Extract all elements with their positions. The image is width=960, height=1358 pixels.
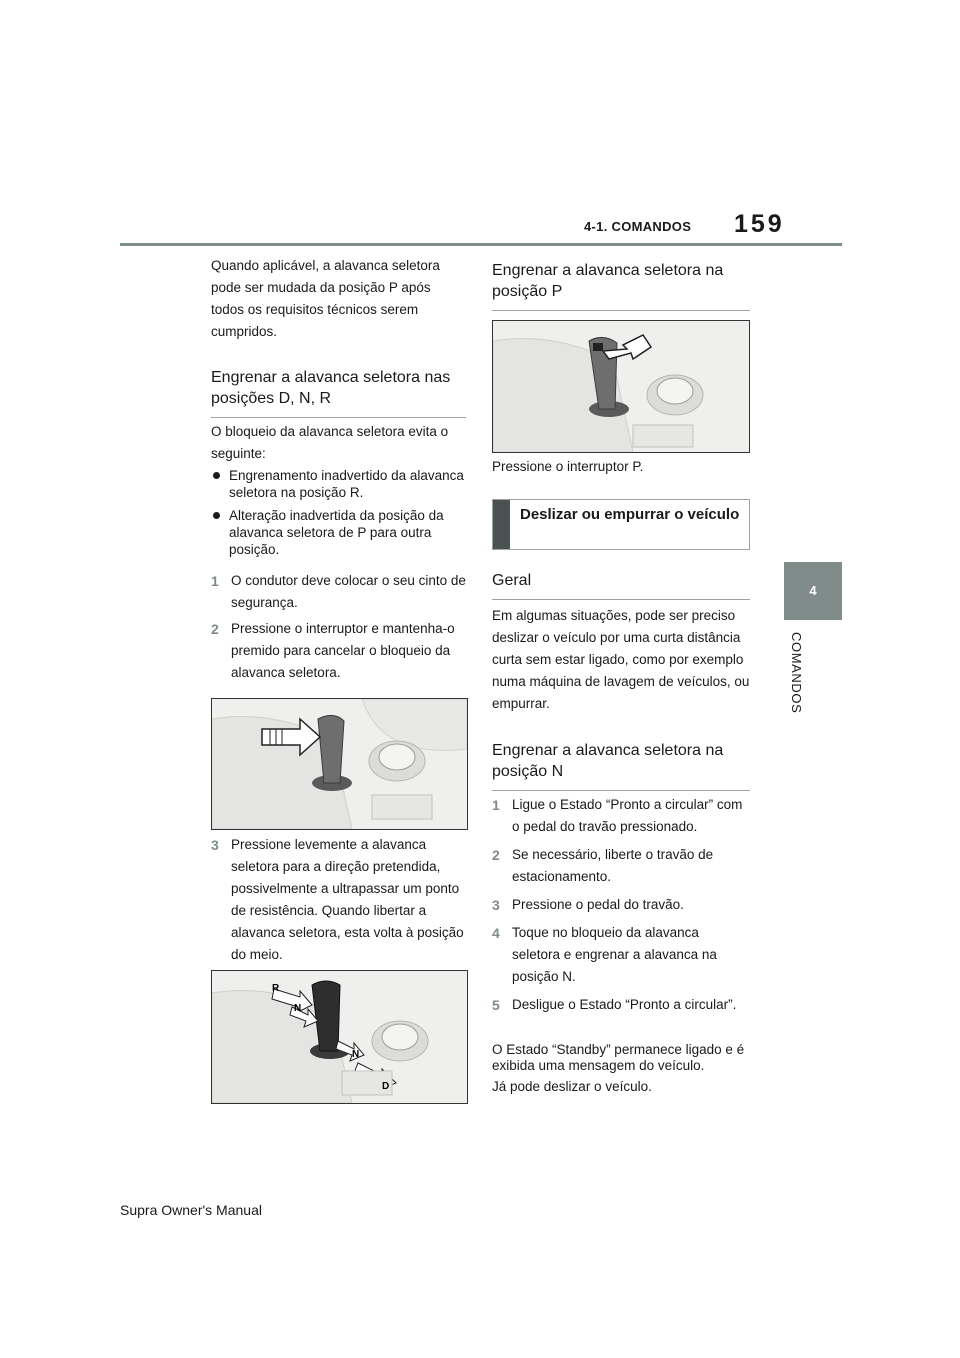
step-list-left-a: [211, 570, 466, 684]
step-item: 2 Pressione o interruptor e mantenha-o premido para cancelar o bloqueio da alavanca seletora.: [211, 621, 455, 680]
step-item: 3 Pressione o pedal do travão.: [492, 897, 684, 913]
bullet-dot-icon: [213, 472, 220, 479]
footer-manual-title: Supra Owner's Manual: [120, 1202, 262, 1218]
figure-unlock-switch: [211, 698, 468, 830]
list-item: Alteração inadvertida da posição da alavanca seletora de P para outra posição.: [211, 507, 466, 558]
step-item: 5 Desligue o Estado “Pronto a circular”.: [492, 997, 737, 1013]
section-label: 4-1. COMANDOS: [584, 219, 692, 234]
heading-p: Engrenar a alavanca seletora na posição P: [492, 256, 750, 311]
step-item: 3 Pressione levemente a alavanca seletora para a direção pretendida, possivelmente a ultrapassar um ponto de resistência. Quando libertar a alavanca seletora, esta volta à posição do meio.: [211, 837, 464, 962]
step-list-right: [492, 794, 750, 1016]
figure-gate-positions: [211, 970, 468, 1104]
geral-paragraph: Em algumas situações, pode ser preciso deslizar o veículo por uma curta distância curta sem estar ligado, como por exemplo numa máquina de lavagem de veículos, ou empurrar.: [492, 608, 750, 711]
chapter-tab: 4: [784, 562, 842, 620]
heading-push-vehicle: Deslizar ou empurrar o veículo: [492, 499, 750, 550]
heading-geral: Geral: [492, 566, 750, 600]
gate-label-n1: N: [294, 1003, 302, 1014]
step-item: 1 O condutor deve colocar o seu cinto de segurança.: [211, 573, 466, 610]
heading-n: Engrenar a alavanca seletora na posição N: [492, 736, 750, 791]
intro-paragraph: Quando aplicável, a alavanca seletora pode ser mudada da posição P após todos os requisitos técnicos serem cumpridos.: [211, 258, 440, 339]
gear-gate-illustration: [212, 971, 467, 1103]
bullet-dot-icon: [213, 512, 220, 519]
step-item: 4 Toque no bloqueio da alavanca seletora e engrenar a alavanca na posição N.: [492, 925, 717, 984]
header-rule: [120, 243, 842, 246]
figure-p-switch: [492, 320, 750, 453]
final-paragraph: Já pode deslizar o veículo.: [492, 1079, 652, 1094]
page-number: 159: [734, 210, 785, 238]
standby-paragraph: O Estado “Standby” permanece ligado e é exibida uma mensagem do veículo.: [492, 1042, 745, 1073]
gate-label-r: R: [272, 983, 280, 994]
heading-accent-bar: [493, 500, 510, 549]
list-item: Engrenamento inadvertido da alavanca seletora na posição R.: [211, 467, 466, 501]
p-switch-illustration: [493, 321, 749, 452]
gate-label-d: D: [382, 1081, 390, 1092]
lock-paragraph: O bloqueio da alavanca seletora evita o seguinte:: [211, 424, 449, 461]
press-p-text: Pressione o interruptor P.: [492, 459, 644, 474]
chapter-side-label: COMANDOS: [789, 632, 804, 714]
step-item: 1 Ligue o Estado “Pronto a circular” com o pedal do travão pressionado.: [492, 797, 743, 834]
step-item: 2 Se necessário, liberte o travão de estacionamento.: [492, 847, 714, 884]
gate-label-n2: N: [352, 1049, 360, 1060]
bullet-list: [211, 467, 466, 558]
gear-selector-illustration: [212, 699, 467, 829]
heading-dnr: Engrenar a alavanca seletora nas posições D, N, R: [211, 363, 466, 418]
step-list-left-b: [211, 834, 466, 966]
